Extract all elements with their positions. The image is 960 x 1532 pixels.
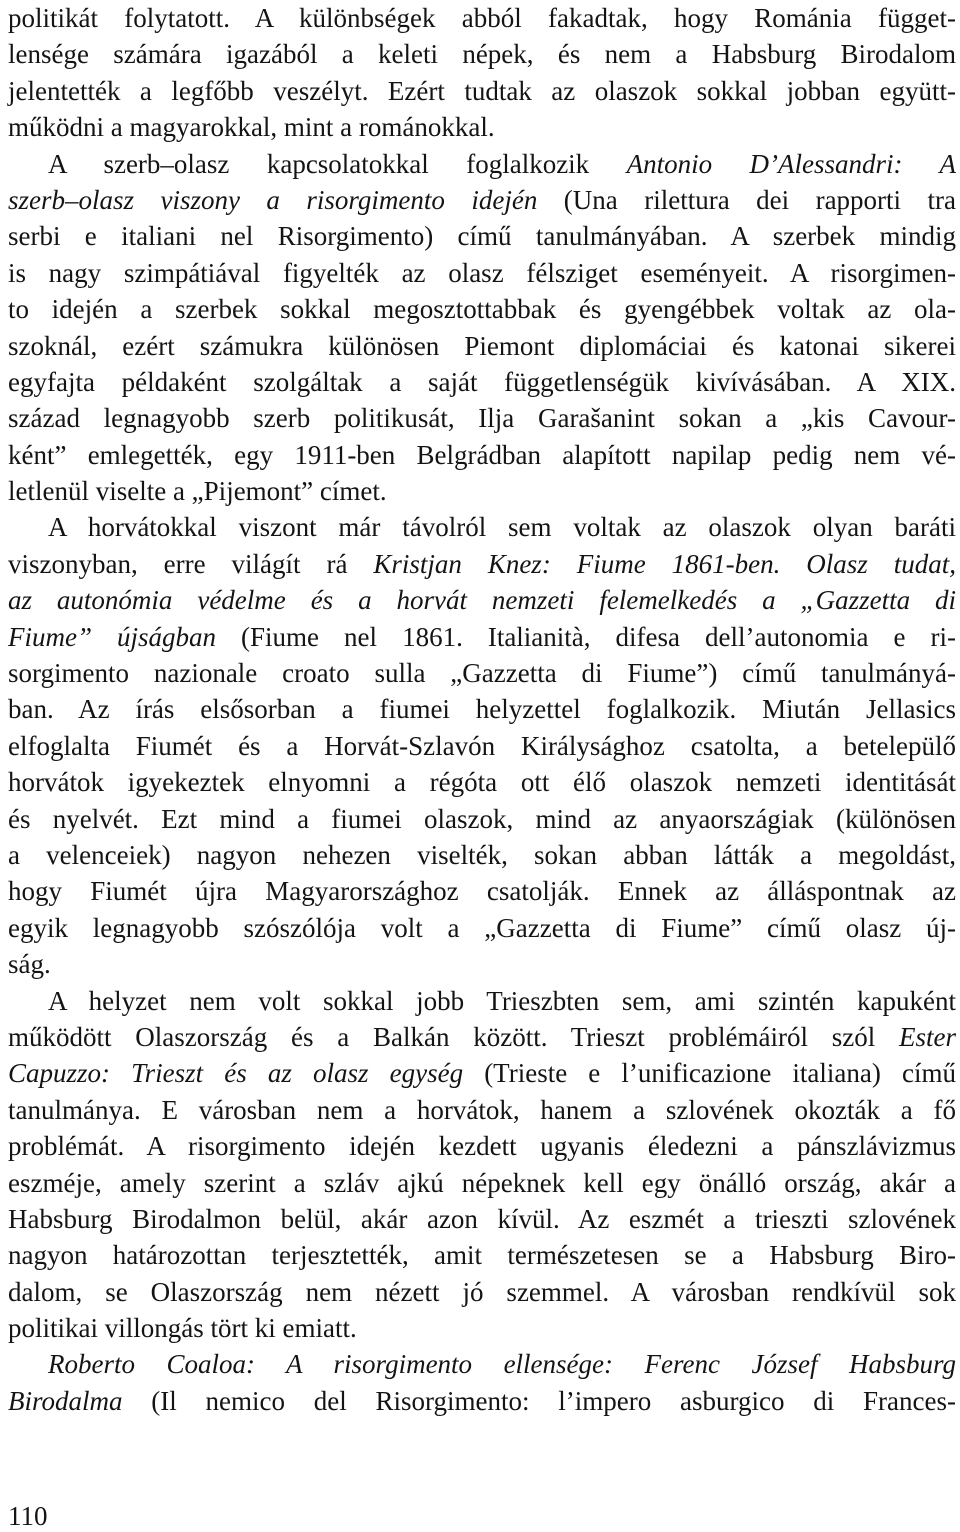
text-line: hogy Fiumét újra Magyarországhoz csatolják. Ennek az álláspontnak az xyxy=(8,876,956,907)
text-line xyxy=(8,619,956,655)
text-line xyxy=(8,1383,956,1419)
text-line: eszméje, amely szerint a szláv ajkú népeknek kell egy önálló ország, akár a xyxy=(8,1167,956,1198)
text-line: letlenül viselte a „Pijemont” címet. xyxy=(8,476,387,507)
text-line: jelentették a legfőbb veszélyt. Ezért tudtak az olaszok sokkal jobban együtt- xyxy=(8,75,956,106)
italic-span: Roberto Coaloa: A risorgimento ellensége: Ferenc József Habsburg xyxy=(48,1349,956,1380)
text-line: és nyelvét. Ezt mind a fiumei olaszok, mind az anyaországiak (különösen xyxy=(8,803,956,834)
text-span: (Trieste e l’unificazione italiana) című xyxy=(463,1058,956,1089)
text-line: serbi e italiani nel Risorgimento) című tanulmányában. A szerbek mindig xyxy=(8,221,956,252)
text-line xyxy=(8,582,956,618)
text-line: problémát. A risorgimento idején kezdett ugyanis éledezni a pánszlávizmus xyxy=(8,1131,956,1162)
text-span: (Il nemico del Risorgimento: l’impero asburgico di Frances- xyxy=(122,1385,956,1416)
text-line: dalom, se Olaszország nem nézett jó szemmel. A városban rendkívül sok xyxy=(8,1276,956,1307)
text-span: viszonyban, erre világít rá xyxy=(8,548,374,579)
text-line: század legnagyobb szerb politikusát, Ilja Garašanint sokan a „kis Cavour- xyxy=(8,403,956,434)
text-line: is nagy szimpátiával figyelték az olasz félsziget eseményeit. A risorgimen- xyxy=(8,257,956,288)
text-span: A szerb–olasz kapcsolatokkal foglalkozik xyxy=(48,148,627,179)
text-line: szoknál, ezért számukra különösen Piemont diplomáciai és katonai sikerei xyxy=(8,330,956,361)
text-line xyxy=(8,1346,956,1382)
text-line: elfoglalta Fiumét és a Horvát-Szlavón Királysághoz csatolta, a betelepülő xyxy=(8,730,956,761)
text-line xyxy=(8,1019,956,1055)
italic-span: szerb–olasz viszony a risorgimento idején xyxy=(8,184,538,215)
italic-span: Kristjan Knez: Fiume 1861-ben. Olasz tudat, xyxy=(373,548,956,579)
italic-span: Antonio D’Alessandri: A xyxy=(626,148,956,179)
text-line: tanulmánya. E városban nem a horvátok, hanem a szlovének okozták a fő xyxy=(8,1094,956,1125)
text-line: A horvátokkal viszont már távolról sem voltak az olaszok olyan baráti xyxy=(48,512,956,543)
text-line: egyik legnagyobb szószólója volt a „Gazzetta di Fiume” című olasz új- xyxy=(8,912,956,943)
text-line xyxy=(8,546,956,582)
text-span: működött Olaszország és a Balkán között. Trieszt problémáiról szól xyxy=(8,1021,899,1052)
text-span: (Fiume nel 1861. Italianità, difesa dell’autonomia e ri- xyxy=(216,621,956,652)
text-line: ként” emlegették, egy 1911-ben Belgrádban alapított napilap pedig nem vé- xyxy=(8,439,956,470)
page-body xyxy=(8,0,956,1419)
text-line xyxy=(8,146,956,182)
italic-span: Ester xyxy=(899,1021,956,1052)
italic-span: az autonómia védelme és a horvát nemzeti felemelkedés a „Gazzetta di xyxy=(8,585,956,616)
text-line: to idején a szerbek sokkal megosztottabbak és gyengébbek voltak az ola- xyxy=(8,294,956,325)
text-line: politikai villongás tört ki emiatt. xyxy=(8,1313,357,1344)
italic-span: Fiume” újságban xyxy=(8,621,217,652)
text-line: lensége számára igazából a keleti népek, és nem a Habsburg Birodalom xyxy=(8,39,956,70)
page-number: 110 xyxy=(8,1501,48,1531)
text-line: A helyzet nem volt sokkal jobb Trieszbten sem, ami szintén kapuként xyxy=(48,985,956,1016)
text-line xyxy=(8,1055,956,1091)
text-line: működni a magyarokkal, mint a románokkal. xyxy=(8,112,495,143)
text-line: horvátok igyekeztek elnyomni a régóta ott élő olaszok nemzeti identitását xyxy=(8,767,956,798)
text-line: nagyon határozottan terjesztették, amit természetesen se a Habsburg Biro- xyxy=(8,1240,956,1271)
text-line: sorgimento nazionale croato sulla „Gazzetta di Fiume”) című tanulmányá- xyxy=(8,658,956,689)
text-line: egyfajta példaként szolgáltak a saját függetlenségük kivívásában. A XIX. xyxy=(8,366,956,397)
italic-span: Birodalma xyxy=(8,1385,123,1416)
text-line xyxy=(8,182,956,218)
text-line: ság. xyxy=(8,949,51,980)
text-line: Habsburg Birodalmon belül, akár azon kívül. Az eszmét a trieszti szlovének xyxy=(8,1203,956,1234)
text-line: a velenceiek) nagyon nehezen viselték, sokan abban látták a megoldást, xyxy=(8,839,956,870)
text-span: (Una rilettura dei rapporti tra xyxy=(537,184,956,215)
italic-span: Capuzzo: Trieszt és az olasz egység xyxy=(8,1058,464,1089)
text-line: politikát folytatott. A különbségek abból fakadtak, hogy Románia függet- xyxy=(8,3,956,33)
text-line: ban. Az írás elsősorban a fiumei helyzettel foglalkozik. Miután Jellasics xyxy=(8,694,956,725)
